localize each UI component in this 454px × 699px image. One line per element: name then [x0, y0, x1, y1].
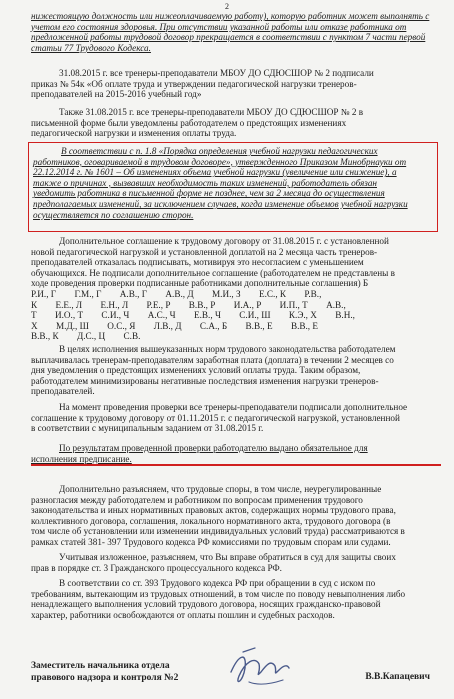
- paragraph-line: характер, работники освобождаются от оплаты пошлин и судебных расходов.: [31, 609, 335, 620]
- paragraph-employer: [31, 344, 439, 397]
- paragraph-line: Дополнительное соглашение к трудовому договору от 31.08.2015 г. с установленной: [59, 236, 389, 246]
- result-red-underline: [31, 464, 441, 466]
- paragraph-line: Также 31.08.2015 г. все тренеры-преподаватели МБОУ ДО СДЮСШОР № 2 в: [59, 107, 364, 117]
- paragraph-line: приказ № 54к «Об оплате труда и утверждении педагогической нагрузки тренеров-: [31, 78, 357, 89]
- top-fragment: [31, 11, 439, 53]
- highlight-line: осуществляется по соглашению сторон.: [33, 209, 194, 220]
- paragraph-line: преподавателей на 2015-2016 учебный год»: [31, 89, 202, 100]
- signature-title: [31, 660, 178, 684]
- paragraph-notice: [31, 107, 439, 139]
- paragraph-line: Дополнительно разъясняем, что трудовые споры, в том числе, неурегулированные: [59, 484, 382, 494]
- paragraph-line: ненадлежащего выполнения условий трудового договора, носящих гражданско-правовой: [31, 599, 381, 610]
- paragraph-line: дня уведомления о предстоящих изменениях условий оплаты труда. Таким образом,: [31, 365, 361, 376]
- top-fragment-line: нижестоящую должность или нижеоплачиваемую работу), которую работник может выполнять с: [31, 11, 430, 21]
- signature-name: В.В.Капацевич: [365, 672, 430, 682]
- paragraph-line: коллективного договора, соглашения, локального нормативного акта, трудового договора (в: [31, 515, 391, 526]
- paragraph-line: ходе проведения проверки подписанные работниками дополнительные соглашения) Б: [31, 278, 369, 289]
- highlight-text: [33, 146, 435, 220]
- paragraph-line: в соответствии с муниципальным заданием от 31.08.2015 г.: [31, 423, 264, 434]
- highlight-line: В соответствии с п. 1.8 «Порядка определения учебной нагрузки педагогических: [61, 146, 378, 156]
- names-line: Х М.Д., Ш О.С., Я Л.В., Д С.А., Б В.В., Е В.В., Е: [31, 320, 319, 331]
- names-line: К Е.Е., Л Е.Н., Л Р.Е., Р В.В., Р И.А., Р И.П., Т А.В.,: [31, 299, 346, 310]
- paragraph-line: В соответствии со ст. 393 Трудового кодекса РФ при обращении в суд с иском по: [59, 578, 376, 588]
- highlight-line: также о причинах , вызвавших необходимость таких изменений, работодатель обязан: [33, 177, 377, 188]
- paragraph-line: По результатам проведенной проверки работодателю выдано обязательное для: [59, 443, 368, 453]
- paragraph-line: 31.08.2015 г. все тренеры-преподаватели МБОУ ДО СДЮСШОР № 2 подписали: [59, 68, 374, 78]
- paragraph-393: [31, 578, 439, 620]
- paragraph-explain: [31, 484, 439, 548]
- highlight-line: предполагаемых изменений, за исключением случаев, когда изменение объемов учебной нагрузки: [33, 198, 408, 209]
- paragraph-line: преподавателей отказалась подписывать, мотивируя это несогласием с уменьшением: [31, 257, 364, 268]
- signature-title-line: Заместитель начальника отдела: [31, 661, 170, 671]
- highlight-line: работников, оговариваемой в трудовом договоре», утвержденного Приказом Минобрнауки от: [33, 156, 407, 167]
- highlight-line: 22.12.2014 г. № 1601 – Об изменениях объема учебной нагрузки (увеличение или снижение), а: [33, 167, 397, 178]
- paragraph-line: требованиям, вытекающим из трудовых отношений, в том числе по поводу невыполнения либо: [31, 588, 406, 599]
- paragraph-line: разногласия между работодателем и работником по вопросам применения трудового: [31, 494, 363, 505]
- paragraph-line: том числе об установлении или изменении индивидуальных условий труда) рассматриваются в: [31, 526, 405, 537]
- paragraph-result: [31, 443, 439, 464]
- top-fragment-line: статьи 77 Трудового Кодекса.: [31, 42, 151, 53]
- paragraph-line: преподавателей.: [31, 386, 95, 397]
- top-fragment-line: учетом его состояния здоровья. При отсутствии указанной работы или отказе работника от: [31, 21, 407, 32]
- paragraph-line: прав в порядке ст. 3 Гражданского процессуального кодекса РФ.: [31, 562, 282, 573]
- signature-title-line: правового надзора и контроля №2: [31, 673, 179, 683]
- highlight-line: уведомить работника в письменной форме не позднее, чем за 2 месяца до осуществления: [33, 188, 385, 199]
- paragraph-line: письменной форме были уведомлены работодателем о предстоящих изменениях: [31, 117, 347, 128]
- paragraph-line: рамках статей 381- 397 Трудового кодекса РФ комиссиями по трудовым спорам или судами.: [31, 536, 391, 547]
- paragraph-agreement: [31, 236, 439, 342]
- paragraph-line: В целях исполнения вышеуказанных норм трудового законодательства работодателем: [59, 344, 396, 354]
- paragraph-line: исполнения предписание.: [31, 453, 132, 464]
- paragraph-court: [31, 552, 439, 573]
- paragraph-line: На момент проведения проверки все тренеры-преподаватели подписали дополнительное: [59, 402, 408, 412]
- handwritten-signature: [225, 642, 295, 694]
- paragraph-line: Учитывая изложенное, разъясняем, что Вы вправе обратиться в суд для защиты своих: [59, 552, 396, 562]
- paragraph-line: выплачивалась тренерам-преподавателям заработная плата (доплата) в течении 2 месяцев со: [31, 354, 394, 365]
- paragraph-line: педагогической нагрузки и изменения оплаты труда.: [31, 128, 237, 139]
- paragraph-order: [31, 68, 439, 100]
- paragraph-check: [31, 402, 439, 434]
- paragraph-line: новой педагогической нагрузкой и установленной доплатой на 2 месяца часть тренеров-: [31, 246, 378, 257]
- paragraph-line: работодателем минимизированы негативные последствия изменения нагрузки тренеров-: [31, 375, 379, 386]
- names-line: Р.И., Г Г.М., Г А.В., Г А.В., Д М.И., З Е.С., К Р.В.,: [31, 288, 322, 299]
- top-fragment-line: предложенной работы трудовой договор прекращается в соответствии с пунктом 7 части первой: [31, 32, 426, 43]
- paragraph-line: обучающихся. Не подписали дополнительное соглашение (работодателем не представлены в: [31, 267, 395, 278]
- names-line: Т И.О., Т С.И., Ч А.С., Ч Е.В., Ч С.И., Ш К.Э., Х В.Н.,: [31, 310, 355, 321]
- paragraph-line: соглашение к трудовому договору от 01.11.2015 г. с педагогической нагрузкой, установленной: [31, 412, 400, 423]
- names-line: В.В., К Д.С., Ц С.В.: [31, 331, 141, 342]
- paragraph-line: законодательства и иных нормативных правовых актов, содержащих нормы трудового права,: [31, 505, 396, 516]
- page-number: 2: [225, 2, 229, 11]
